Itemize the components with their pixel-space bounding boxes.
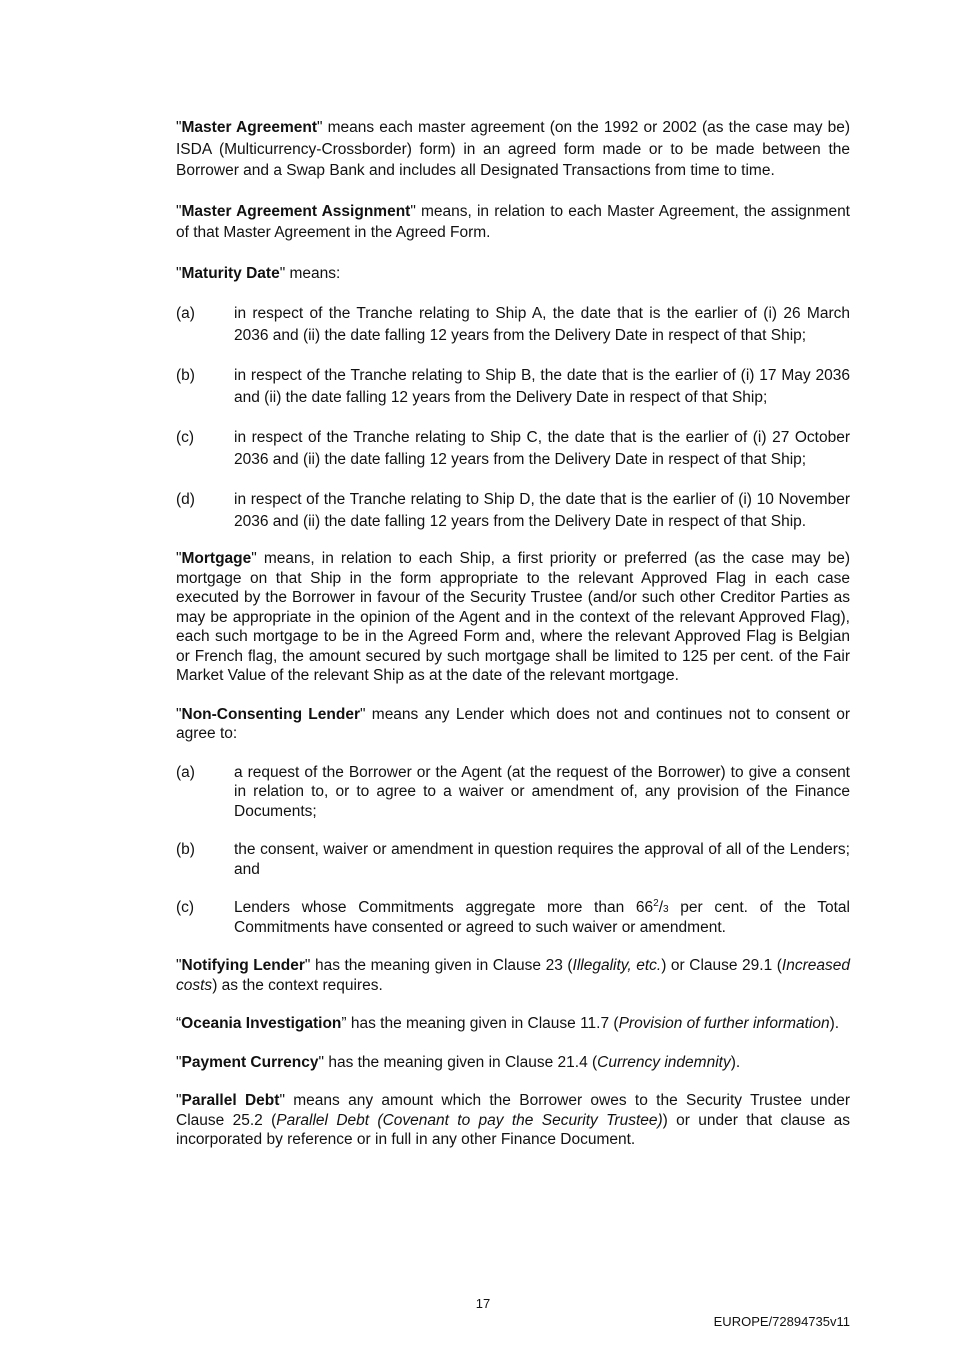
definition-payment-currency <box>176 1053 850 1073</box>
list-label: (b) <box>176 841 195 858</box>
list-text: in respect of the Tranche relating to Ship C, the date that is the earlier of (i) 27 October 2036 and (ii) the date falling 12 years from the Delivery Date in respect of that Ship; <box>234 429 850 468</box>
definition-text: means any amount which the Borrower owes to the Security Trustee under Clause 25.2 ( <box>176 1092 850 1129</box>
list-label: (c) <box>176 429 195 446</box>
fraction-numerator: 2 <box>653 897 659 909</box>
defined-term: Master Agreement Assignment <box>181 202 411 220</box>
defined-term: Mortgage <box>181 550 252 567</box>
clause-reference: Currency indemnity <box>597 1053 731 1071</box>
close-quote: " <box>318 1053 325 1071</box>
close-quote: " <box>279 264 286 282</box>
clause-reference: Increased costs <box>176 957 850 994</box>
list-text <box>234 898 850 937</box>
definition-text: has the meaning given in Clause 23 ( <box>310 957 573 974</box>
open-quote: " <box>176 705 182 723</box>
document-reference: EUROPE/72894735v11 <box>713 1314 850 1329</box>
list-text-before: Lenders whose Commitments aggregate more than 66 <box>234 899 654 916</box>
definition-maturity-date <box>176 263 850 285</box>
open-quote: " <box>176 202 182 220</box>
open-quote: “ <box>176 1015 182 1032</box>
clause-reference: Parallel Debt (Covenant to pay the Security Trustee) <box>276 1111 663 1129</box>
definition-master-agreement <box>176 117 850 182</box>
definition-text: ). <box>829 1015 840 1032</box>
definition-text: ) or under that clause as incorporated by reference or in full in any other Finance Document. <box>176 1111 850 1148</box>
list-label: (b) <box>176 367 195 384</box>
fraction-slash: / <box>658 899 663 916</box>
open-quote: " <box>176 119 182 136</box>
open-quote: " <box>176 1053 182 1071</box>
definition-text: has the meaning given in Clause 21.4 ( <box>324 1053 598 1071</box>
definition-master-agreement-assignment <box>176 201 850 244</box>
definition-text: means any Lender which does not and continues not to consent or agree to: <box>176 705 850 742</box>
list-item <box>176 365 850 408</box>
definition-text: ) as the context requires. <box>212 976 383 994</box>
definition-oceania-investigation <box>176 1014 850 1034</box>
list-text: a request of the Borrower or the Agent (at the request of the Borrower) to give a consent in relation to, or to agree to a waiver or amendment of, any provision of the Finance Documents; <box>234 763 850 820</box>
clause-reference: Illegality, etc. <box>572 957 662 974</box>
open-quote: " <box>176 550 182 567</box>
defined-term: Oceania Investigation <box>181 1015 342 1032</box>
list-item <box>176 427 850 470</box>
list-label: (a) <box>176 763 195 781</box>
defined-term: Master Agreement <box>181 119 317 136</box>
definition-non-consenting-lender <box>176 705 850 744</box>
open-quote: " <box>176 1092 182 1109</box>
close-quote: " <box>279 1092 285 1109</box>
defined-term: Payment Currency <box>181 1053 319 1071</box>
list-label: (d) <box>176 491 195 508</box>
definition-text: means: <box>285 264 341 282</box>
list-text-after: per cent. of the Total Commitments have consented or agreed to such waiver or amendment. <box>234 899 850 936</box>
definition-text: has the meaning given in Clause 11.7 ( <box>346 1015 619 1032</box>
definition-parallel-debt <box>176 1091 850 1150</box>
list-item <box>176 763 850 822</box>
close-quote: " <box>251 550 257 567</box>
list-item <box>176 489 850 532</box>
definition-mortgage <box>176 549 850 686</box>
list-item <box>176 840 850 879</box>
close-quote: ” <box>341 1015 347 1032</box>
list-text: in respect of the Tranche relating to Ship A, the date that is the earlier of (i) 26 March 2036 and (ii) the date falling 12 years from the Delivery Date in respect of that Ship; <box>234 305 850 344</box>
list-label: (c) <box>176 899 195 916</box>
definition-text: ). <box>730 1053 741 1071</box>
definition-text: means each master agreement (on the 1992 or 2002 (as the case may be) ISDA (Multicurrency-Crossborder) form) in an agreed form made or to be made between the Borrower and a Swap Bank and includes all Designated Transactions from time to time. <box>176 119 850 179</box>
definition-notifying-lender <box>176 956 850 995</box>
close-quote: " <box>410 202 416 220</box>
document-page <box>176 117 850 1169</box>
definition-text: means, in relation to each Ship, a first priority or preferred (as the case may be) mortgage on that Ship in the form appropriate to the relevant Approved Flag in each case executed by the Borrower in favour of the Security Trustee (and/or such other Creditor Parties as may be appropriate in the opinion of the Agent and in the context of the relevant Approved Flag), each such mortgage to be in the Agreed Form and, where the relevant Approved Flag is Belgian or French flag, the amount secured by such mortgage shall be limited to 125 per cent. of the Fair Market Value of the relevant Ship as at the date of the relevant mortgage. <box>176 550 850 684</box>
fraction-denominator: 3 <box>663 904 669 915</box>
list-text: the consent, waiver or amendment in question requires the approval of all of the Lenders; and <box>234 841 850 878</box>
open-quote: " <box>176 264 182 282</box>
list-text: in respect of the Tranche relating to Ship B, the date that is the earlier of (i) 17 May 2036 and (ii) the date falling 12 years from the Delivery Date in respect of that Ship; <box>234 367 850 406</box>
defined-term: Maturity Date <box>181 264 280 282</box>
defined-term: Notifying Lender <box>181 957 305 974</box>
list-text: in respect of the Tranche relating to Ship D, the date that is the earlier of (i) 10 November 2036 and (ii) the date falling 12 years from the Delivery Date in respect of that Ship. <box>234 491 850 530</box>
definition-text: ) or Clause 29.1 ( <box>661 957 782 974</box>
close-quote: " <box>304 957 311 974</box>
list-label: (a) <box>176 305 195 322</box>
list-item <box>176 303 850 346</box>
defined-term: Non-Consenting Lender <box>181 705 360 723</box>
clause-reference: Provision of further information <box>618 1015 830 1032</box>
page-number: 17 <box>475 1296 491 1311</box>
open-quote: " <box>176 957 182 974</box>
defined-term: Parallel Debt <box>181 1092 280 1109</box>
list-item <box>176 898 850 937</box>
close-quote: " <box>317 119 323 136</box>
definition-text: means, in relation to each Master Agreement, the assignment of that Master Agreement in the Agreed Form. <box>176 202 850 241</box>
close-quote: " <box>360 705 366 723</box>
